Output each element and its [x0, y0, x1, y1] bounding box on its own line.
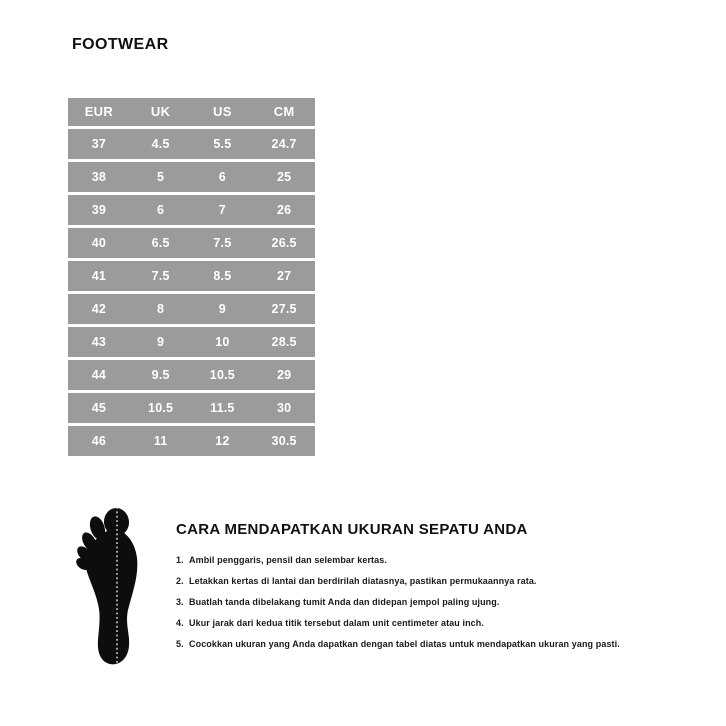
table-cell: 37 [91, 137, 107, 151]
step-number: 5. [176, 639, 184, 649]
table-cell: 11.5 [210, 401, 235, 415]
table-cell: 30.5 [271, 434, 297, 448]
table-row [68, 162, 315, 192]
table-cell: 28.5 [271, 335, 297, 349]
table-cell: 24.7 [271, 137, 297, 151]
table-cell: 6.5 [151, 236, 170, 250]
size-table-body [68, 129, 315, 456]
table-row [68, 261, 315, 291]
instruction-step [176, 555, 662, 566]
table-row [68, 426, 315, 456]
table-cell: 9.5 [151, 368, 170, 382]
table-cell: 42 [91, 302, 107, 316]
size-table [68, 98, 315, 459]
table-cell: 41 [91, 269, 107, 283]
table-cell: 40 [91, 236, 107, 250]
table-cell: 29 [276, 368, 292, 382]
table-row [68, 327, 315, 357]
instruction-step [176, 639, 662, 650]
instruction-step [176, 576, 662, 587]
foot-illustration [74, 506, 140, 668]
table-cell: 7 [218, 203, 226, 217]
step-number: 2. [176, 576, 184, 586]
step-text: Letakkan kertas di lantai dan berdirilah diatasnya, pastikan permukaannya rata. [189, 576, 537, 586]
instruction-step [176, 597, 662, 608]
guide-heading: CARA MENDAPATKAN UKURAN SEPATU ANDA [176, 521, 528, 538]
table-cell: 46 [91, 434, 107, 448]
table-cell: 6 [218, 170, 226, 184]
table-cell: 12 [215, 434, 230, 448]
table-row [68, 360, 315, 390]
step-text: Cocokkan ukuran yang Anda dapatkan dengan tabel diatas untuk mendapatkan ukuran yang pasti. [189, 639, 620, 649]
table-row [68, 393, 315, 423]
table-cell: 25 [276, 170, 292, 184]
table-cell: 7.5 [151, 269, 170, 283]
step-number: 1. [176, 555, 184, 565]
instruction-step [176, 618, 662, 629]
table-cell: 10.5 [148, 401, 174, 415]
table-cell: 8 [157, 302, 165, 316]
table-cell: 26.5 [271, 236, 297, 250]
table-cell: 6 [157, 203, 165, 217]
instruction-list [176, 555, 662, 650]
table-cell: 27 [276, 269, 292, 283]
table-cell: 9 [218, 302, 226, 316]
table-cell: 7.5 [213, 236, 232, 250]
table-cell: 38 [91, 170, 107, 184]
table-row [68, 129, 315, 159]
step-number: 3. [176, 597, 184, 607]
table-cell: 10.5 [209, 368, 235, 382]
table-row [68, 195, 315, 225]
measuring-guide [176, 522, 662, 660]
table-cell: 5 [157, 170, 165, 184]
table-cell: 44 [91, 368, 107, 382]
table-cell: 39 [91, 203, 107, 217]
page-title: FOOTWEAR [72, 36, 169, 53]
step-text: Ambil penggaris, pensil dan selembar kertas. [189, 555, 387, 565]
column-header-cm: CM [273, 104, 295, 119]
table-cell: 27.5 [271, 302, 297, 316]
table-cell: 4.5 [151, 137, 170, 151]
table-cell: 11 [153, 434, 168, 448]
table-cell: 5.5 [213, 137, 232, 151]
foot-silhouette [74, 507, 137, 665]
column-header-us: US [213, 104, 232, 119]
table-cell: 9 [157, 335, 165, 349]
step-text: Buatlah tanda dibelakang tumit Anda dan didepan jempol paling ujung. [189, 597, 500, 607]
table-cell: 8.5 [213, 269, 232, 283]
size-table-header-row [68, 98, 315, 126]
step-text: Ukur jarak dari kedua titik tersebut dalam unit centimeter atau inch. [189, 618, 484, 628]
table-row [68, 228, 315, 258]
step-number: 4. [176, 618, 184, 628]
table-cell: 10 [215, 335, 230, 349]
column-header-eur: EUR [84, 104, 114, 119]
table-cell: 43 [91, 335, 107, 349]
column-header-uk: UK [150, 104, 171, 119]
table-cell: 45 [91, 401, 107, 415]
table-cell: 26 [276, 203, 292, 217]
table-row [68, 294, 315, 324]
table-cell: 30 [276, 401, 292, 415]
